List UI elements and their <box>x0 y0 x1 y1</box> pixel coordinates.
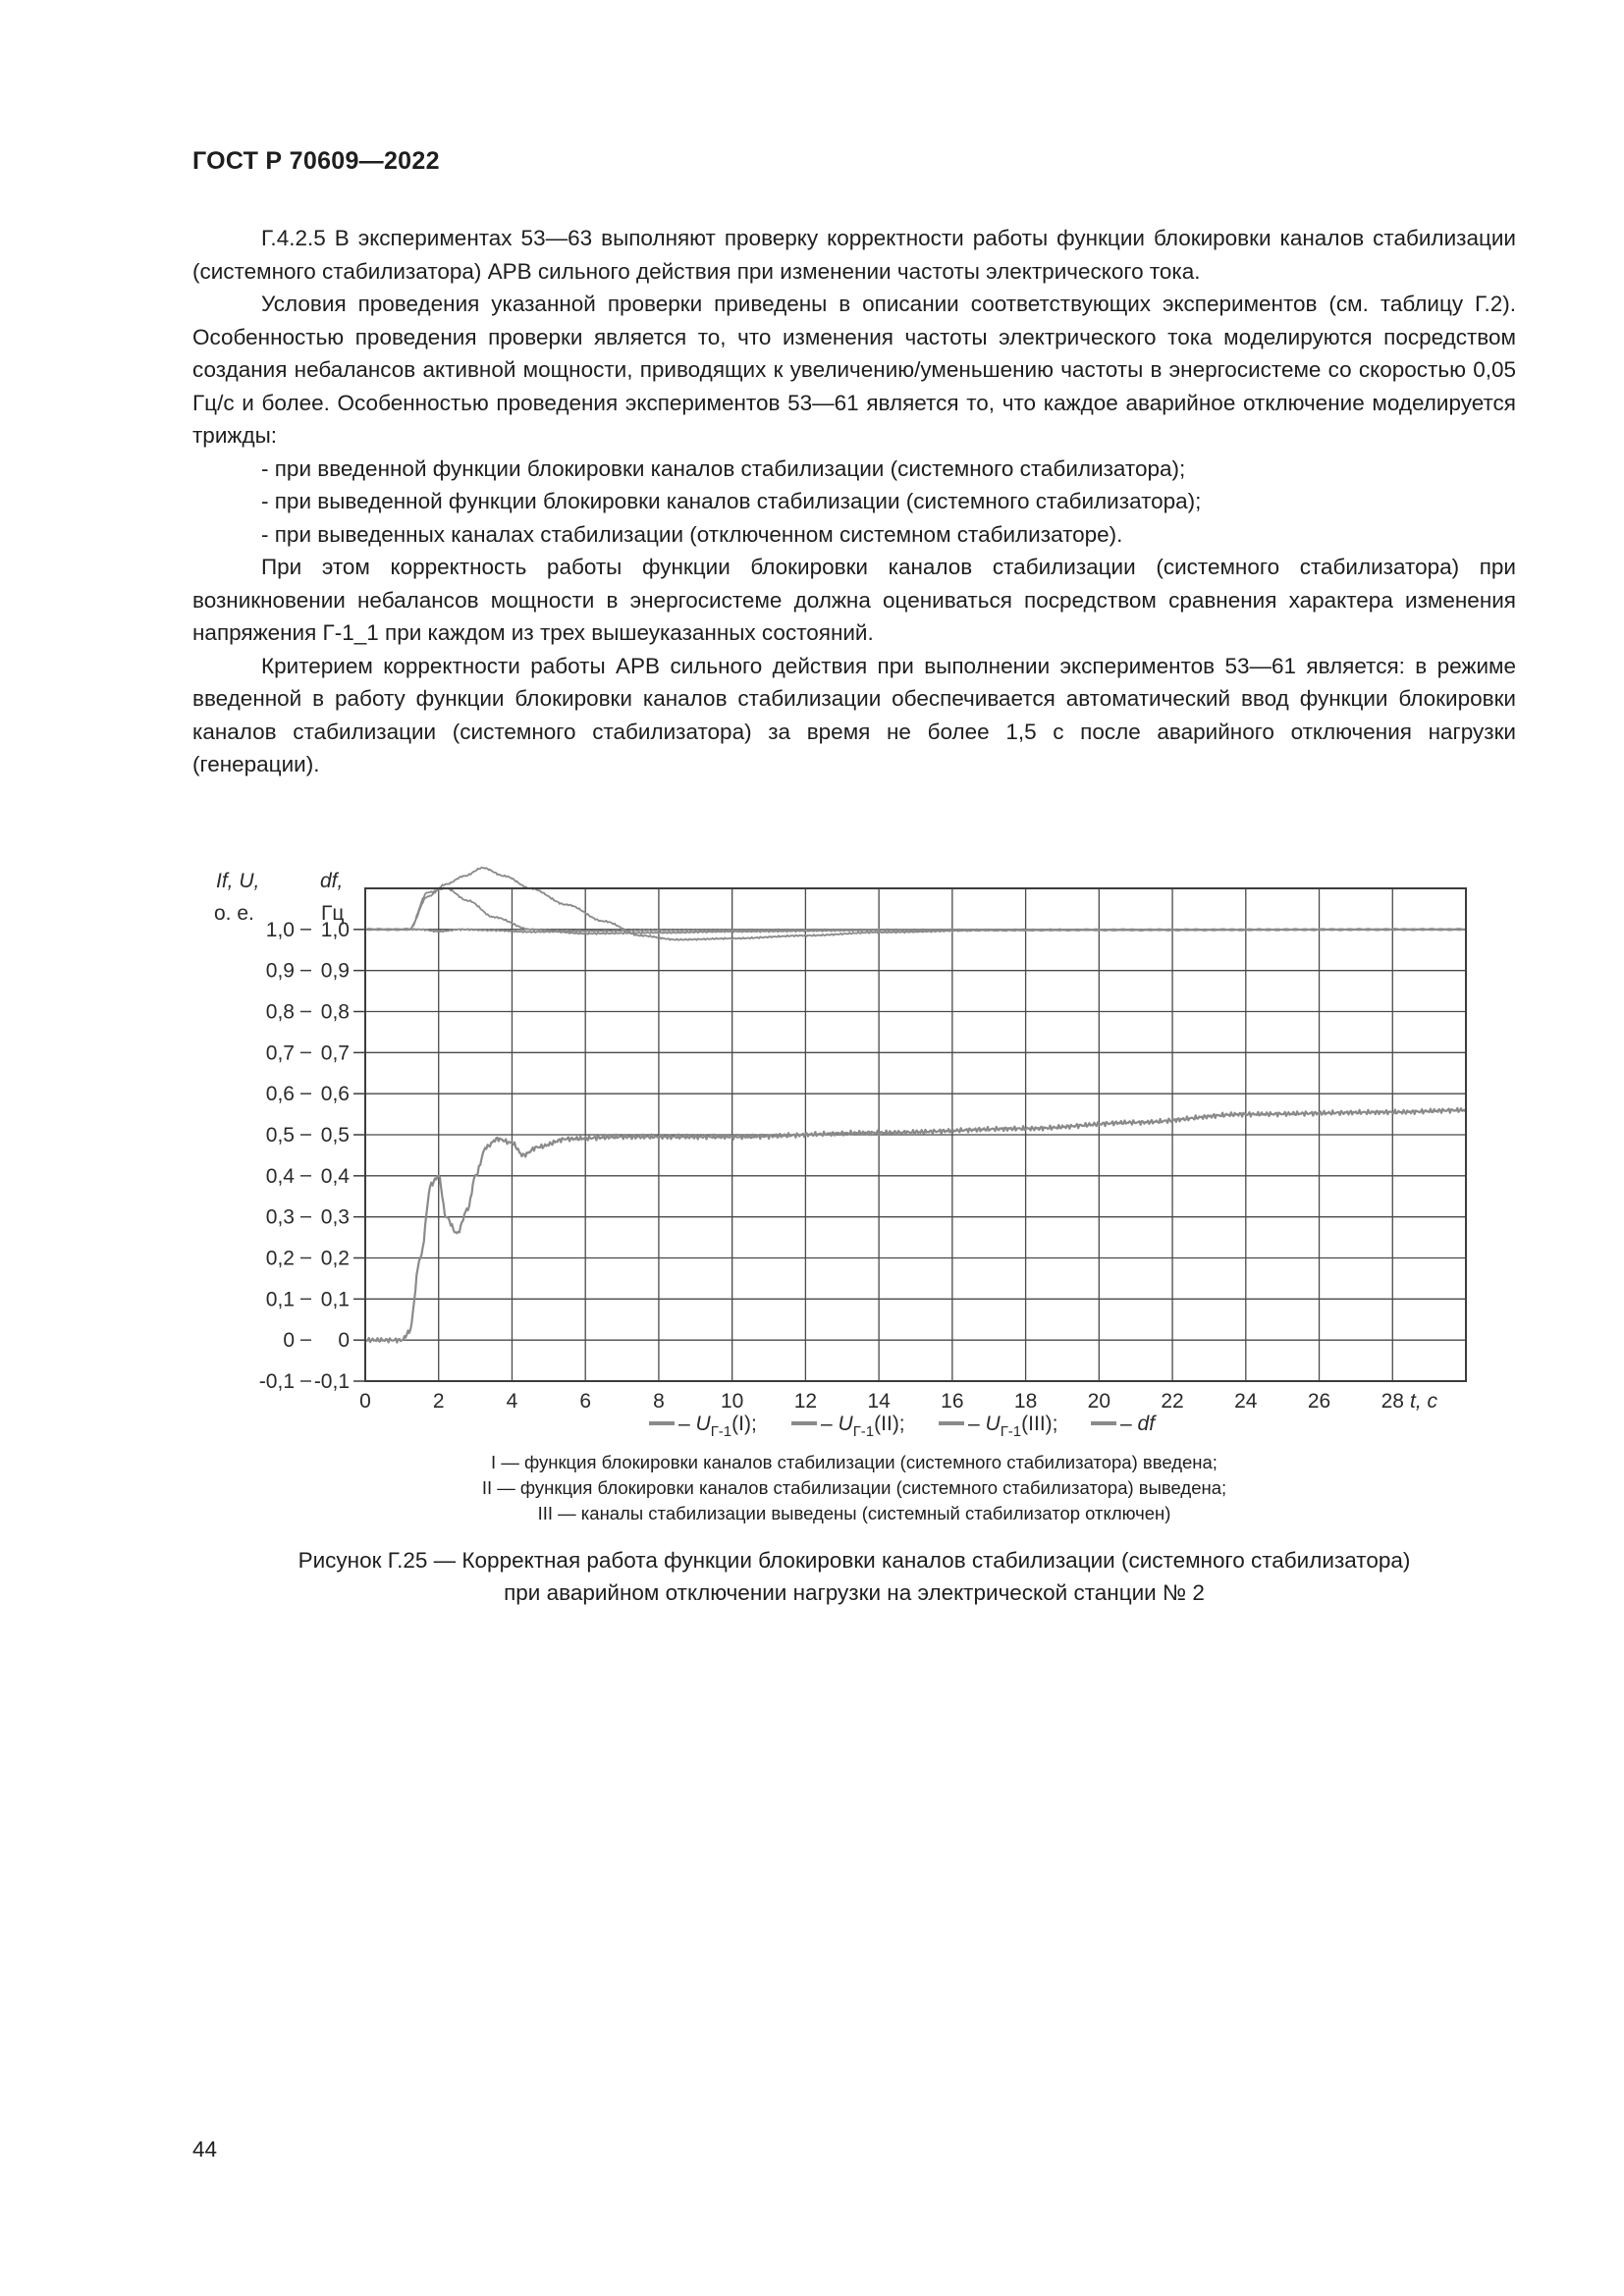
x-tick-label: 20 <box>1087 1390 1111 1413</box>
y-left-tick-label: -0,1 <box>258 1370 295 1393</box>
paragraph: При этом корректность работы функции блокировки каналов стабилизации (системного стабилизатора) при возникновении небалансов мощности в энергосистеме должна оцениваться посредством сравнения характера изменения напряжения Г-1_1 при каждом из трех вышеуказанных состояний. <box>192 555 1516 645</box>
x-tick-label: 28 <box>1380 1390 1404 1413</box>
y-right-tick-label: 0,3 <box>320 1205 350 1229</box>
x-tick-label: 4 <box>506 1390 518 1413</box>
chart <box>192 866 1516 1445</box>
legend-entry: – $U_{Г-1}(III)$; <box>968 1413 1058 1440</box>
y-left-tick-label: 0 <box>283 1329 295 1353</box>
y-left-tick-label: 0,8 <box>265 1000 295 1024</box>
document-header: ГОСТ Р 70609—2022 <box>192 147 440 175</box>
y-right-tick-label: 0,4 <box>320 1164 350 1188</box>
y-left-tick-label: 0,9 <box>265 959 295 983</box>
y-left-tick-label: 0,2 <box>265 1247 295 1270</box>
x-tick-label: 14 <box>867 1390 891 1413</box>
figure-caption-line: Рисунок Г.25 — Корректная работа функции блокировки каналов стабилизации (системного стабилизатора) <box>298 1548 1411 1573</box>
y-left-tick-label: 0,3 <box>265 1205 295 1229</box>
y-left-label-line2: о. е. <box>214 902 254 925</box>
figure-notes <box>192 1450 1516 1526</box>
x-axis-label: t, с <box>1410 1390 1438 1413</box>
figure-note: I — функция блокировки каналов стабилизации (системного стабилизатора) введена; <box>491 1452 1218 1472</box>
y-left-tick-label: 0,4 <box>265 1164 295 1188</box>
list-item: - при выведенной функции блокировки каналов стабилизации (системного стабилизатора); <box>261 489 1202 513</box>
list-item: - при выведенных каналах стабилизации (отключенном системном стабилизаторе). <box>261 521 1123 547</box>
y-right-label-line1: df, <box>320 870 344 892</box>
y-right-tick-label: 0,9 <box>320 959 350 983</box>
paragraph: Условия проведения указанной проверки приведены в описании соответствующих экспериментов (см. таблицу Г.2). Особенностью проведения проверки является то, что изменения частоты электрического тока моделируются посредством создания небалансов активной мощности, приводящих к увеличению/уменьшению частоты в энергосистеме со скоростью 0,05 Гц/с и более. Особенностью проведения экспериментов 53—61 является то, что каждое аварийное отключение моделируется трижды: <box>192 292 1516 448</box>
y-right-tick-label: 0,1 <box>320 1288 350 1311</box>
figure-note: II — функция блокировки каналов стабилизации (системного стабилизатора) выведена; <box>481 1477 1227 1498</box>
y-right-tick-label: -0,1 <box>313 1370 350 1393</box>
x-tick-label: 24 <box>1234 1390 1258 1413</box>
series-line <box>365 1108 1466 1343</box>
legend-entry: – $U_{Г-1}(I)$; <box>678 1413 757 1440</box>
x-tick-label: 22 <box>1161 1390 1184 1413</box>
paragraph: Г.4.2.5 В экспериментах 53—63 выполняют проверку корректности работы функции блокировки каналов стабилизации (системного стабилизатора) АРВ сильного действия при изменении частоты электрического тока. <box>192 226 1516 284</box>
figure-caption <box>192 1544 1516 1609</box>
list-item: - при введенной функции блокировки каналов стабилизации (системного стабилизатора); <box>261 455 1186 481</box>
y-left-tick-label: 0,6 <box>265 1083 295 1106</box>
y-right-tick-label: 0 <box>338 1329 350 1353</box>
y-right-tick-label: 0,5 <box>320 1124 350 1147</box>
x-tick-label: 10 <box>720 1390 744 1413</box>
x-tick-label: 8 <box>653 1390 665 1413</box>
x-tick-label: 26 <box>1307 1390 1331 1413</box>
y-right-tick-label: 1,0 <box>320 918 350 941</box>
x-tick-label: 6 <box>579 1390 592 1413</box>
y-right-tick-label: 0,2 <box>320 1247 350 1270</box>
legend <box>649 1413 1157 1440</box>
y-left-tick-label: 1,0 <box>265 918 295 941</box>
y-right-tick-label: 0,6 <box>320 1083 350 1106</box>
x-tick-label: 16 <box>941 1390 964 1413</box>
body-text <box>192 222 1516 781</box>
x-tick-label: 0 <box>359 1390 371 1413</box>
page-number: 44 <box>192 2137 218 2162</box>
y-left-label-line1: If, U, <box>216 870 260 892</box>
figure-caption-line: при аварийном отключении нагрузки на электрической станции № 2 <box>504 1580 1205 1605</box>
legend-entry: – df <box>1120 1413 1156 1435</box>
y-right-tick-label: 0,8 <box>320 1000 350 1024</box>
paragraph: Критерием корректности работы АРВ сильного действия при выполнении экспериментов 53—61 является: в режиме введенной в работу функции блокировки каналов стабилизации обеспечивается автоматический ввод функции блокировки каналов стабилизации (системного стабилизатора) за время не более 1,5 с после аварийного отключения нагрузки (генерации). <box>192 653 1516 776</box>
figure-note: III — каналы стабилизации выведены (системный стабилизатор отключен) <box>537 1503 1171 1523</box>
x-tick-label: 18 <box>1013 1390 1038 1413</box>
y-right-tick-label: 0,7 <box>320 1041 350 1065</box>
y-left-tick-label: 0,5 <box>265 1124 295 1147</box>
y-left-tick-label: 0,7 <box>265 1041 295 1065</box>
series-line <box>365 887 1466 934</box>
y-right-label-line2: Гц <box>321 902 345 925</box>
legend-entry: – $U_{Г-1}(II)$; <box>821 1413 905 1440</box>
y-left-tick-label: 0,1 <box>265 1288 295 1311</box>
x-tick-label: 2 <box>432 1390 445 1413</box>
x-tick-label: 12 <box>793 1390 818 1413</box>
